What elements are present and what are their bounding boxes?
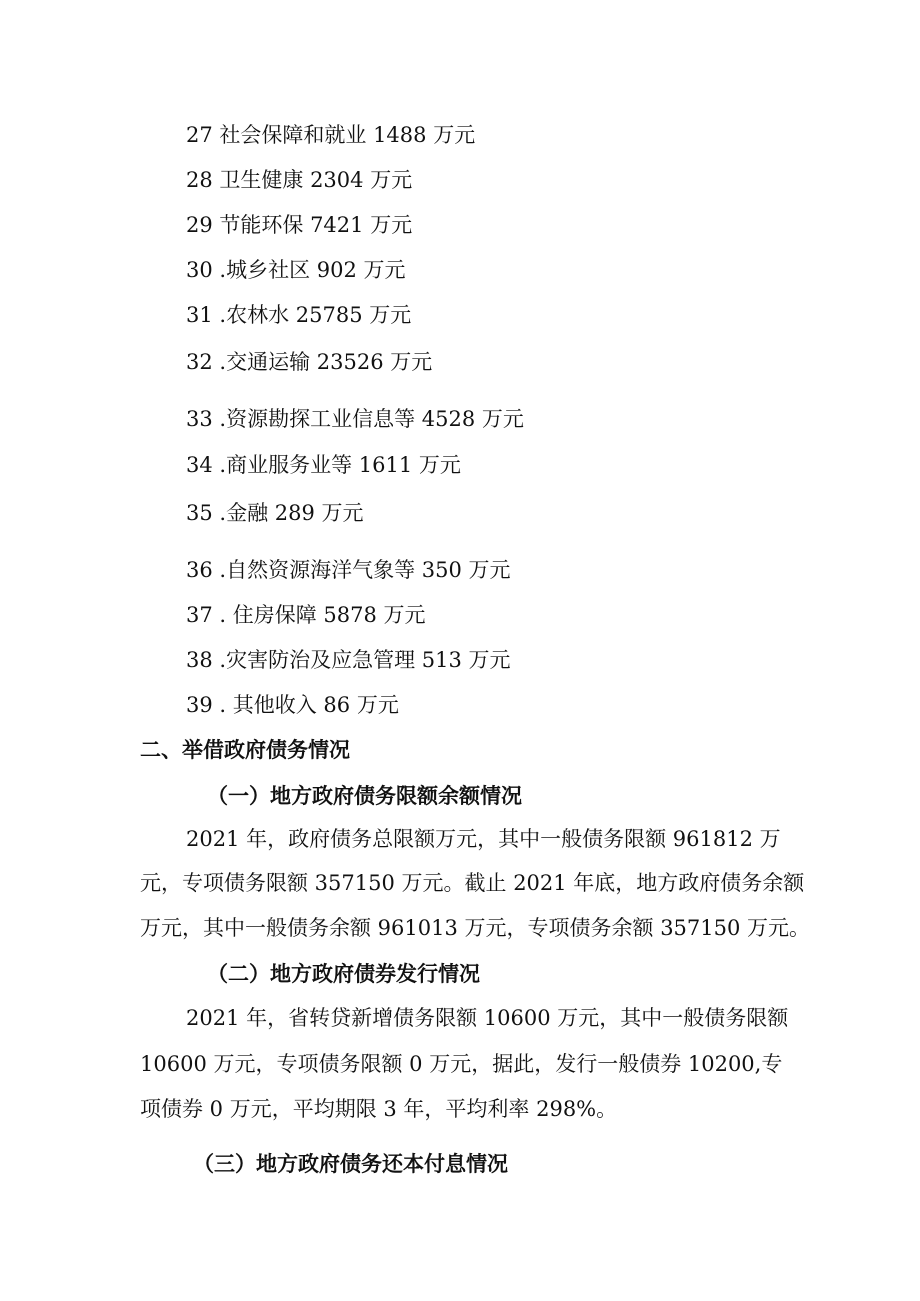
- list-item: 34 .商业服务业等 1611 万元: [186, 453, 461, 477]
- paragraph-line: 2021 年，政府债务总限额万元，其中一般债务限额 961812 万: [186, 827, 781, 851]
- list-item: 32 .交通运输 23526 万元: [186, 350, 433, 374]
- list-item: 39 . 其他收入 86 万元: [186, 693, 399, 717]
- subsection-heading: （一）地方政府债务限额余额情况: [207, 783, 522, 808]
- list-item: 38 .灾害防治及应急管理 513 万元: [186, 648, 511, 672]
- paragraph-line: 万元，其中一般债务余额 961013 万元，专项债务余额 357150 万元。: [140, 916, 811, 940]
- subsection-heading: （二）地方政府债券发行情况: [207, 961, 480, 986]
- paragraph-line: 2021 年，省转贷新增债务限额 10600 万元，其中一般债务限额: [186, 1006, 789, 1030]
- list-item: 36 .自然资源海洋气象等 350 万元: [186, 558, 511, 582]
- paragraph-line: 10600 万元，专项债务限额 0 万元，据此，发行一般债券 10200,专: [140, 1052, 783, 1076]
- list-item: 33 .资源勘探工业信息等 4528 万元: [186, 407, 524, 431]
- section-heading: 二、举借政府债务情况: [140, 737, 350, 762]
- list-item: 29 节能环保 7421 万元: [186, 213, 413, 237]
- list-item: 27 社会保障和就业 1488 万元: [186, 123, 476, 147]
- subsection-heading: （三）地方政府债务还本付息情况: [193, 1151, 508, 1176]
- list-item: 31 .农林水 25785 万元: [186, 303, 412, 327]
- list-item: 35 .金融 289 万元: [186, 501, 364, 525]
- list-item: 37 . 住房保障 5878 万元: [186, 603, 426, 627]
- paragraph-line: 项债券 0 万元，平均期限 3 年，平均利率 298%。: [140, 1097, 618, 1121]
- paragraph-line: 元，专项债务限额 357150 万元。截止 2021 年底，地方政府债务余额: [140, 871, 805, 895]
- list-item: 30 .城乡社区 902 万元: [186, 258, 406, 282]
- list-item: 28 卫生健康 2304 万元: [186, 168, 413, 192]
